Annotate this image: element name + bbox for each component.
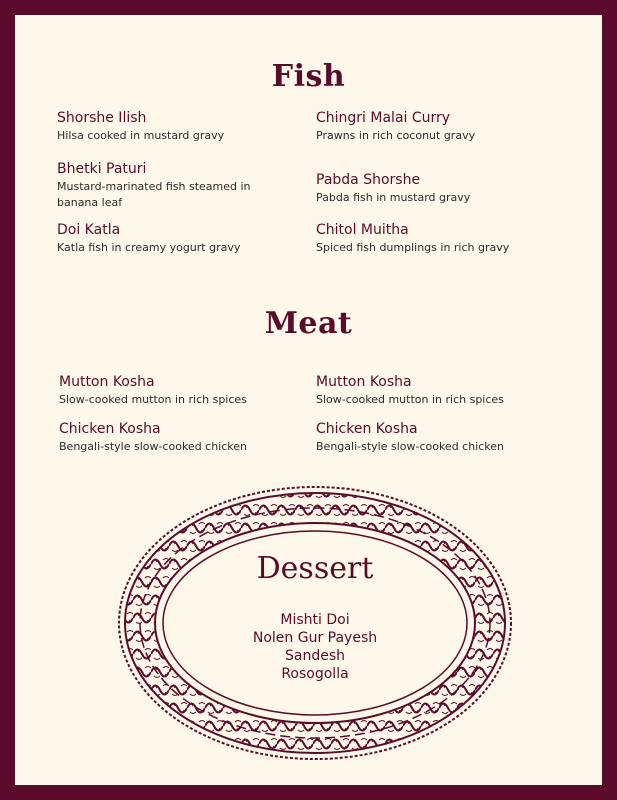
item-description: Prawns in rich coconut gravy [316,129,476,142]
menu-item [316,421,566,455]
dessert-section-title: Dessert [256,551,374,586]
item-name: Chingri Malai Curry [316,110,451,126]
fish-section-title: Fish [271,59,346,94]
item-description: Spiced fish dumplings in rich gravy [316,241,510,254]
item-name: Bhetki Paturi [57,161,147,177]
item-name: Mutton Kosha [59,374,155,390]
menu-item [57,110,307,144]
dessert-list [115,611,515,683]
menu-item [59,374,309,408]
item-name: Chitol Muitha [316,222,409,238]
dessert-item: Rosogolla [281,666,349,682]
menu-page [15,15,602,785]
item-name: Shorshe Ilish [57,110,147,126]
menu-item [59,421,309,455]
item-name: Chicken Kosha [59,421,161,437]
dessert-item: Mishti Doi [280,612,350,628]
item-name: Chicken Kosha [316,421,418,437]
dessert-item: Nolen Gur Payesh [252,630,378,646]
item-description: Slow-cooked mutton in rich spices [59,393,247,406]
dessert-item: Sandesh [284,648,345,664]
item-description: Pabda fish in mustard gravy [316,191,471,204]
item-name: Doi Katla [57,222,121,238]
item-name: Mutton Kosha [316,374,412,390]
meat-section-title: Meat [264,306,353,341]
menu-item [316,222,566,256]
item-description: Bengali-style slow-cooked chicken [316,440,505,453]
menu-item [316,374,566,408]
menu-item [316,172,566,206]
menu-item [57,222,307,256]
item-description: Katla fish in creamy yogurt gravy [57,241,241,254]
menu-item [57,161,279,211]
item-description: Slow-cooked mutton in rich spices [316,393,504,406]
item-description: Hilsa cooked in mustard gravy [57,129,225,142]
item-description: Mustard-marinated fish steamed in banana leaf [57,180,251,209]
item-name: Pabda Shorshe [316,172,421,188]
item-description: Bengali-style slow-cooked chicken [59,440,248,453]
menu-item [316,110,566,144]
